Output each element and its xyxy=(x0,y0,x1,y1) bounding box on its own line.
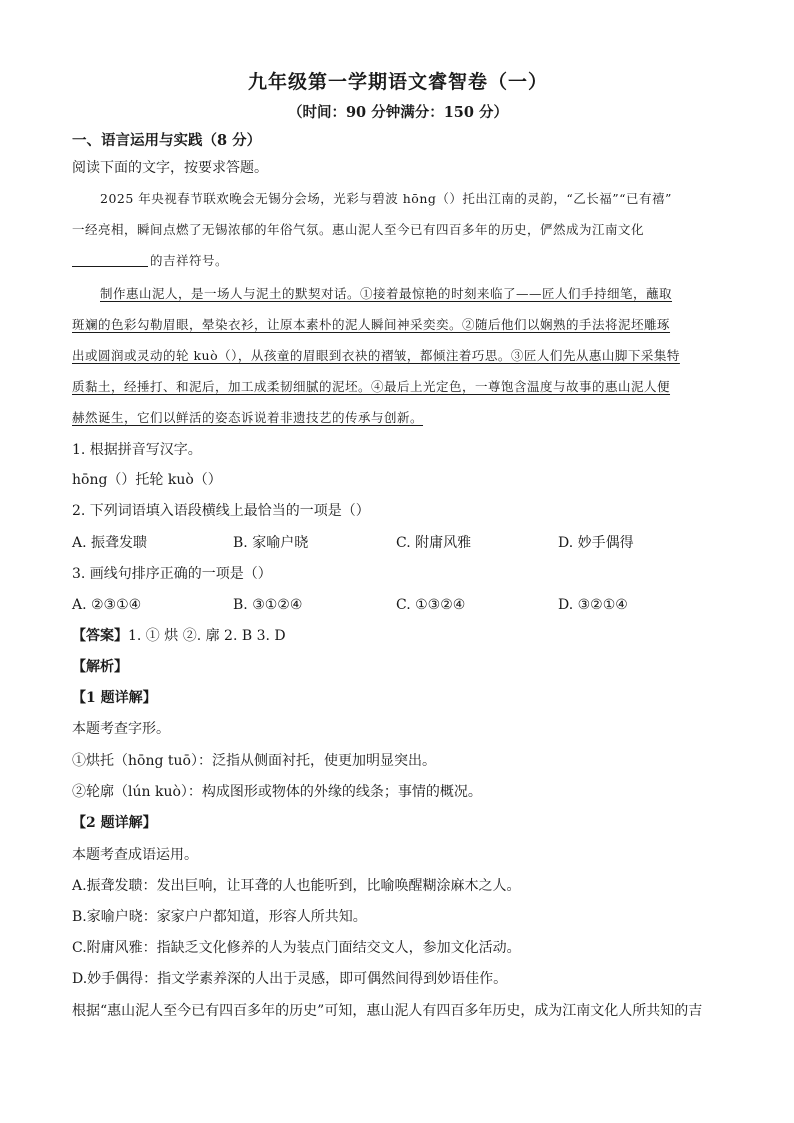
question-1: 1. 根据拼音写汉字。 xyxy=(72,442,202,458)
answer-text: 1. ① 烘 ②. 廓 2. B 3. D xyxy=(128,628,286,644)
passage2-line4: 质黏土，经捶打、和泥后，加工成柔韧细腻的泥坯。④最后上光定色，一尊饱含温度与故事的惠山泥人便 xyxy=(72,379,671,394)
passage2-line2: 斑斓的色彩勾勒眉眼，晕染衣衫，让原本素朴的泥人瞬间神采奕奕。②随后他们以娴熟的手法将泥坯雕琢 xyxy=(72,317,671,332)
detail1-item2: ②轮廓（lún kuò）：构成图形或物体的外缘的线条；事情的概况。 xyxy=(72,784,482,800)
question-3: 3. 画线句排序正确的一项是（） xyxy=(72,566,272,582)
passage2-line1: 制作惠山泥人，是一场人与泥土的默契对话。①接着最惊艳的时刻来临了——匠人们手持细笔，蘸取 xyxy=(100,286,673,301)
detail2-item-c: C.附庸风雅：指缺乏文化修养的人为装点门面结交文人，参加文化活动。 xyxy=(72,940,521,956)
answer-label: 【答案】 xyxy=(72,628,128,644)
fill-in-blank[interactable] xyxy=(72,252,148,267)
q2-option-b[interactable]: B. 家喻户晓 xyxy=(233,535,309,551)
detail2-item-b: B.家喻户晓：家家户户都知道，形容人所共知。 xyxy=(72,909,367,925)
page-title: 九年级第一学期语文睿智卷（一） xyxy=(247,71,548,93)
exam-info: （时间：90 分钟满分：150 分） xyxy=(287,104,509,121)
passage1-line3 xyxy=(72,251,228,271)
detail1-label: 【1 题详解】 xyxy=(72,690,157,706)
answer-line xyxy=(72,626,286,646)
passage1-line2: 一经亮相，瞬间点燃了无锡浓郁的年俗气氛。惠山泥人至今已有四百多年的历史，俨然成为江南文化 xyxy=(72,222,645,237)
q2-option-d[interactable]: D. 妙手偶得 xyxy=(558,535,634,551)
passage1-line3-tail: 的吉祥符号。 xyxy=(150,253,229,268)
detail2-item-d: D.妙手偶得：指文学素养深的人出于灵感，即可偶然间得到妙语佳作。 xyxy=(72,971,508,987)
passage1-line1: 2025 年央视春节联欢晚会无锡分会场，光彩与碧波 hōng（）托出江南的灵韵，“乙长福”“已有禧” xyxy=(100,191,672,206)
q2-option-c[interactable]: C. 附庸风雅 xyxy=(396,535,472,551)
detail2-conclusion: 根据“惠山泥人至今已有四百多年的历史”可知，惠山泥人有四百多年历史，成为江南文化人所共知的吉 xyxy=(72,1003,703,1019)
detail1-item1: ①烘托（hōng tuō）：泛指从侧面衬托，使更加明显突出。 xyxy=(72,753,436,769)
q3-option-b[interactable]: B. ③①②④ xyxy=(233,597,303,613)
analysis-label: 【解析】 xyxy=(72,659,128,675)
passage2-line3: 出或圆润或灵动的轮 kuò（），从孩童的眉眼到衣袂的褶皱，都倾注着巧思。③匠人们先从惠山脚下采集特 xyxy=(72,348,680,363)
detail2-intro: 本题考查成语运用。 xyxy=(72,847,198,863)
detail2-item-a: A.振聋发聩：发出巨响，让耳聋的人也能听到，比喻唤醒糊涂麻木之人。 xyxy=(72,878,521,894)
detail1-intro: 本题考查字形。 xyxy=(72,721,170,737)
detail2-label: 【2 题详解】 xyxy=(72,815,157,831)
q3-option-c[interactable]: C. ①③②④ xyxy=(396,597,466,613)
question-2: 2. 下列词语填入语段横线上最恰当的一项是（） xyxy=(72,503,370,519)
section-heading: 一、语言运用与实践（8 分） xyxy=(72,132,262,149)
passage2-line5: 赫然诞生，它们以鲜活的姿态诉说着非遗技艺的传承与创新。 xyxy=(72,410,424,425)
q3-option-a[interactable]: A. ②③①④ xyxy=(72,597,142,613)
instruction-text: 阅读下面的文字，按要求答题。 xyxy=(72,160,268,176)
q2-option-a[interactable]: A. 振聋发聩 xyxy=(72,535,148,551)
question-1-pinyin: hōng（）托轮 kuò（） xyxy=(72,472,222,488)
q3-option-d[interactable]: D. ③②①④ xyxy=(558,597,628,613)
